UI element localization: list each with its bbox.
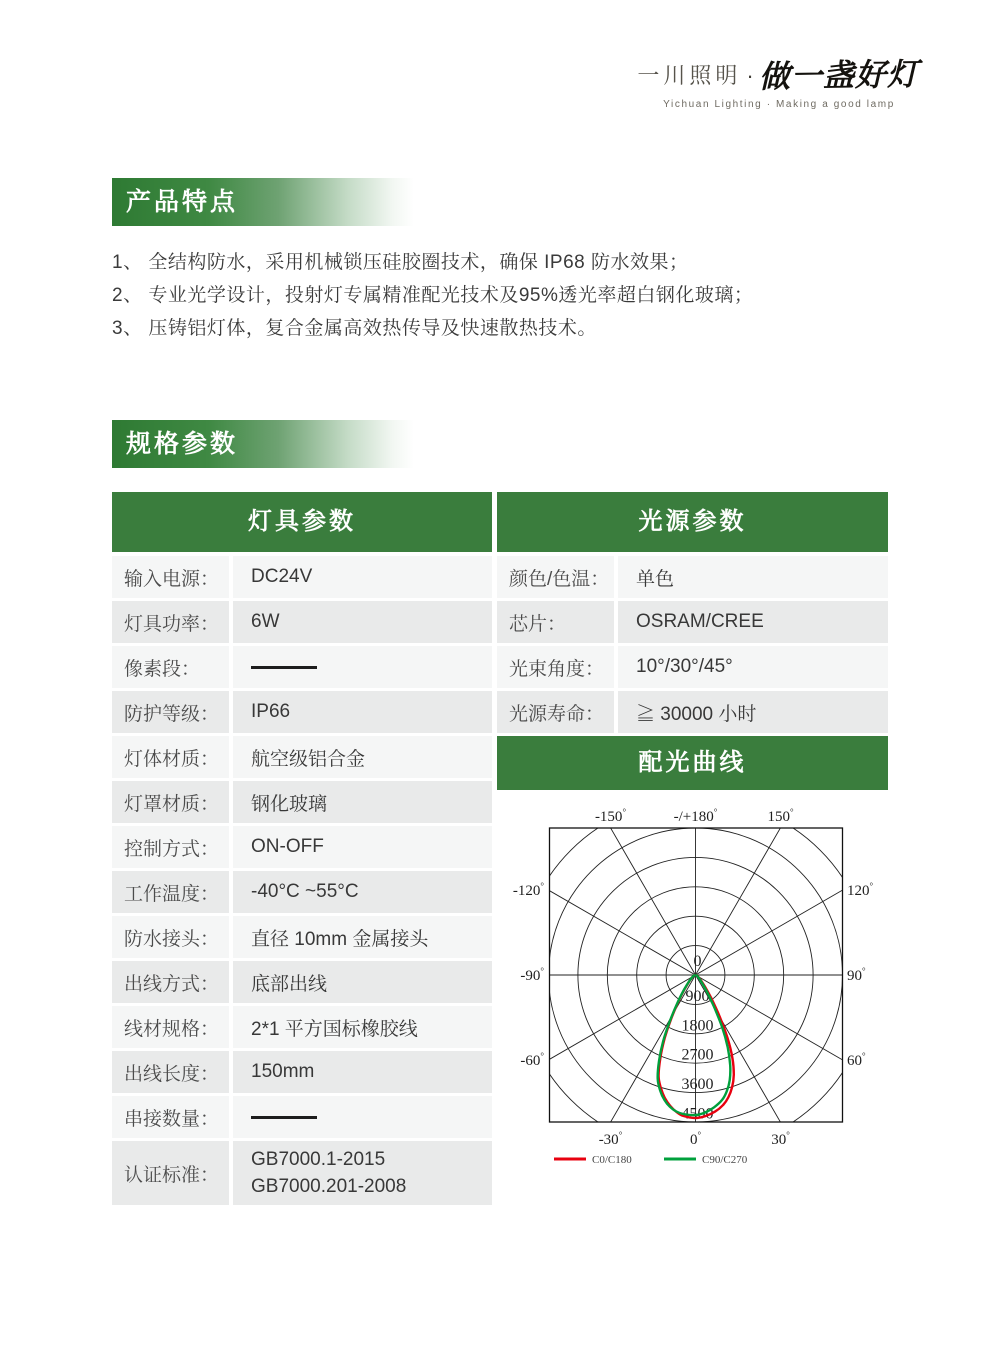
dash-placeholder: [251, 1116, 317, 1119]
light-distribution-chart: [497, 790, 888, 1210]
spec-value: 航空级铝合金: [233, 736, 492, 778]
spec-label: 工作温度：: [112, 871, 229, 913]
spec-value: 钢化玻璃: [233, 781, 492, 823]
spec-value: 单色: [618, 556, 888, 598]
spec-label: 灯罩材质：: [112, 781, 229, 823]
lamp-params-header: 灯具参数: [112, 492, 492, 552]
legend-label: C90/C270: [702, 1154, 748, 1166]
table-row: [112, 1096, 492, 1138]
light-source-column: [497, 492, 888, 1210]
angle-tick-label: -30°: [598, 1130, 623, 1148]
brand-tagline-en: Yichuan Lighting · Making a good lamp: [663, 99, 895, 110]
ring-tick-label: 4500: [681, 1105, 714, 1123]
ring-tick-label: 900: [685, 987, 710, 1005]
spec-value: 2*1 平方国标橡胶线: [233, 1006, 492, 1048]
angle-tick-label: 0°: [689, 1130, 702, 1148]
angle-tick-label: -90°: [520, 966, 544, 984]
table-row: [112, 556, 492, 598]
table-row: [112, 691, 492, 733]
table-row: [497, 691, 888, 733]
feature-item: 3、 压铸铝灯体，复合金属高效热传导及快速散热技术。: [112, 318, 597, 339]
lamp-params-column: [112, 492, 492, 1210]
table-row: [112, 601, 492, 643]
spec-value: ON-OFF: [233, 826, 492, 868]
spec-label: 灯体材质：: [112, 736, 229, 778]
angle-tick-label: -150°: [594, 807, 627, 825]
spec-label: 颜色/色温：: [497, 556, 614, 598]
spec-value: [233, 646, 492, 688]
table-row: [497, 601, 888, 643]
dash-placeholder: [251, 666, 317, 669]
spec-value: [233, 1096, 492, 1138]
angle-tick-label: 90°: [847, 966, 866, 984]
spec-value: DC24V: [233, 556, 492, 598]
spec-label: 防护等级：: [112, 691, 229, 733]
spec-value: 6W: [233, 601, 492, 643]
spec-label: 输入电源：: [112, 556, 229, 598]
table-row: [112, 871, 492, 913]
spec-label: 出线长度：: [112, 1051, 229, 1093]
table-row: [112, 961, 492, 1003]
spec-value: GB7000.1-2015 GB7000.201-2008: [233, 1141, 492, 1205]
light-source-header: 光源参数: [497, 492, 888, 552]
feature-item: 2、 专业光学设计，投射灯专属精准配光技术及95%透光率超白钢化玻璃；: [112, 285, 754, 306]
table-row: [112, 1006, 492, 1048]
spec-value: ≧ 30000 小时: [618, 691, 888, 733]
spec-table: [112, 492, 888, 1210]
table-row: [112, 1141, 492, 1205]
ring-tick-label: 3600: [681, 1076, 714, 1094]
feature-item: 1、 全结构防水，采用机械锁压硅胶圈技术，确保 IP68 防水效果；: [112, 252, 689, 273]
angle-tick-label: -60°: [520, 1051, 544, 1069]
table-row: [112, 826, 492, 868]
spec-label: 光源寿命：: [497, 691, 614, 733]
spec-value: 直径 10mm 金属接头: [233, 916, 492, 958]
logo-separator: ·: [746, 63, 754, 88]
table-row: [112, 916, 492, 958]
spec-value: 底部出线: [233, 961, 492, 1003]
table-row: [497, 556, 888, 598]
brand-logo-main: [637, 56, 919, 96]
spec-label: 像素段：: [112, 646, 229, 688]
brand-name-cn: 一川照明: [637, 63, 742, 88]
spec-label: 芯片：: [497, 601, 614, 643]
table-row: [112, 646, 492, 688]
spec-value: 150mm: [233, 1051, 492, 1093]
spec-label: 控制方式：: [112, 826, 229, 868]
angle-tick-label: 30°: [771, 1130, 790, 1148]
table-row: [112, 781, 492, 823]
section-title-specs: 规格参数: [112, 420, 414, 468]
ring-tick-label: 0: [693, 953, 702, 970]
brand-logo: [637, 56, 919, 110]
spec-label: 防水接头：: [112, 916, 229, 958]
light-source-rows: [497, 556, 888, 736]
ring-tick-label: 2700: [681, 1046, 714, 1064]
chart-legend: [554, 1154, 748, 1166]
table-row: [112, 736, 492, 778]
table-row: [497, 646, 888, 688]
curve-section-header: 配光曲线: [497, 736, 888, 790]
spec-value: OSRAM/CREE: [618, 601, 888, 643]
spec-label: 出线方式：: [112, 961, 229, 1003]
spec-label: 光束角度：: [497, 646, 614, 688]
feature-list: [112, 246, 852, 345]
angle-tick-label: 150°: [767, 807, 794, 825]
angle-tick-label: -/+180°: [673, 807, 718, 825]
section-title-features: 产品特点: [112, 178, 414, 226]
spec-value: IP66: [233, 691, 492, 733]
table-row: [112, 1051, 492, 1093]
spec-label: 认证标准：: [112, 1141, 229, 1205]
spec-label: 串接数量：: [112, 1096, 229, 1138]
brand-slogan-cn: 做一盏好灯: [758, 56, 919, 95]
angle-tick-label: 60°: [847, 1051, 866, 1069]
angle-tick-label: -120°: [512, 881, 544, 899]
polar-chart-svg: [497, 790, 888, 1210]
angle-tick-label: 120°: [847, 881, 874, 899]
ring-tick-label: 1800: [681, 1017, 714, 1035]
spec-label: 灯具功率：: [112, 601, 229, 643]
spec-label: 线材规格：: [112, 1006, 229, 1048]
spec-value: -40°C ~55°C: [233, 871, 492, 913]
legend-label: C0/C180: [592, 1154, 632, 1166]
lamp-params-rows: [112, 556, 492, 1205]
spec-value: 10°/30°/45°: [618, 646, 888, 688]
